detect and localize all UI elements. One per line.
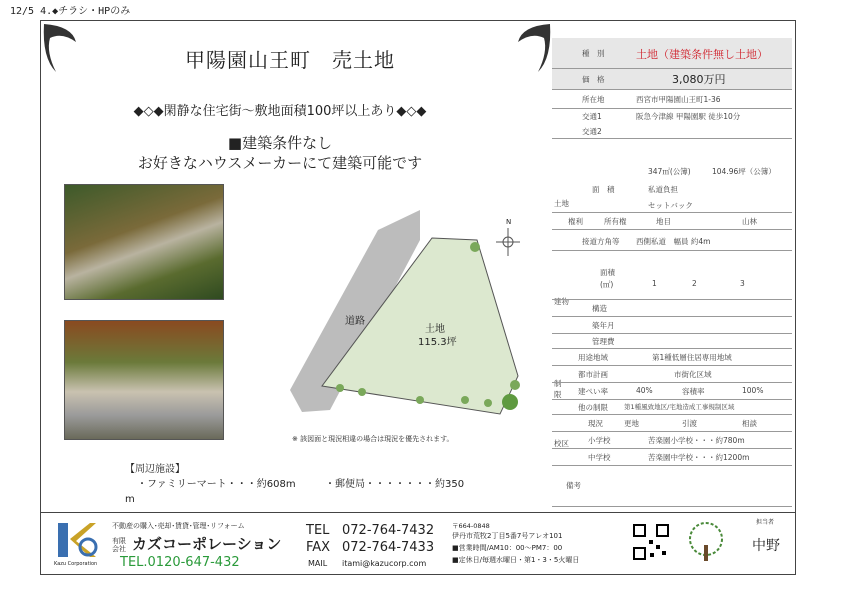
row-cityplan: 都市計画 市街化区域 bbox=[552, 366, 792, 383]
company-footer bbox=[40, 512, 796, 576]
building-label: 建物 bbox=[554, 297, 569, 306]
row-elementary: 小学校 苦楽園小学校・・・約780m bbox=[552, 432, 792, 449]
free-dial: TEL.0120-647-432 bbox=[120, 555, 240, 570]
nearby-item: ・郵便局・・・・・・・約350 bbox=[325, 479, 465, 490]
row-mgmt: 管理費 bbox=[552, 334, 792, 349]
row-area: 面 積 347㎡(公簿) 104.96坪（公簿） 私道負担 セットバック bbox=[552, 162, 792, 213]
office-hours: ■営業時間/AM10：00～PM7：00 bbox=[452, 544, 563, 552]
row-other: 他の制限 第1種風致地区/宅地造成工事規制区域 bbox=[552, 400, 792, 415]
map-note: ※ 該図面と現況相違の場合は現況を優先されます。 bbox=[292, 435, 454, 443]
property-table bbox=[552, 38, 792, 510]
row-rights: 権利 所有権 地目 山林 bbox=[552, 213, 792, 230]
land-label: 土地 bbox=[554, 199, 569, 208]
school-label: 校区 bbox=[554, 439, 569, 448]
company-logo-icon bbox=[56, 519, 100, 559]
mail-address[interactable]: itami@kazucorp.com bbox=[342, 559, 427, 568]
qr-code-icon[interactable] bbox=[632, 523, 670, 561]
logo-text: Kazu Corporation bbox=[54, 561, 98, 567]
row-floor: 面積 (㎡) 1 2 3 bbox=[552, 251, 792, 300]
row-traffic2: 交通2 bbox=[552, 124, 792, 139]
nearby-item: m bbox=[125, 494, 135, 505]
company-type: 有限会社 bbox=[112, 537, 126, 553]
tel-number[interactable]: 072-764-7432 bbox=[342, 523, 435, 538]
page-title: 甲陽園山王町 売土地 bbox=[185, 48, 395, 72]
nearby-heading: 【周辺施設】 bbox=[125, 464, 185, 475]
row-access: 接道方角等 西側私道 幅員 約4m bbox=[552, 230, 792, 251]
nearby-facilities bbox=[125, 462, 465, 507]
tel-label: TEL bbox=[306, 523, 330, 538]
row-built: 築年月 bbox=[552, 317, 792, 334]
postal-code: 〒664-0848 bbox=[452, 522, 490, 530]
lot-map bbox=[270, 200, 530, 440]
site-photo-road bbox=[64, 320, 224, 440]
office-address: 伊丹市荒牧2丁目5番7号アレオ101 bbox=[452, 532, 563, 540]
ornament-top-right bbox=[512, 22, 552, 78]
fax-number: 072-764-7433 bbox=[342, 540, 435, 555]
condition-line: お好きなハウスメーカーにて建築可能です bbox=[137, 154, 423, 172]
ornament-top-left bbox=[42, 22, 82, 78]
services: 不動産の購入･売却･賃貸･管理･リフォーム bbox=[112, 522, 245, 530]
lot-area: 115.3坪 bbox=[418, 337, 457, 348]
compass-icon bbox=[496, 228, 520, 256]
limits-label: 制限 bbox=[554, 379, 562, 399]
row-zoning: 用途地域 第1種低層住居専用地域 bbox=[552, 349, 792, 366]
row-address: 所在地 西宮市甲陽園山王町1-36 bbox=[552, 90, 792, 109]
stamp-label: 担当者 bbox=[756, 519, 775, 526]
flyer-header: 12/5 4.◆チラシ・HPのみ bbox=[10, 6, 131, 17]
catch-copy: ◆◇◆閑静な住宅街～敷地面積100坪以上あり◆◇◆ bbox=[133, 104, 427, 119]
row-traffic1: 交通1 阪急今津線 甲陽園駅 徒歩10分 bbox=[582, 112, 741, 121]
row-type: 種 別 土地（建築条件無し土地） bbox=[552, 38, 792, 69]
nearby-item: ・ファミリーマート・・・約608m bbox=[137, 479, 296, 490]
staff-name: 中野 bbox=[752, 538, 780, 554]
office-holiday: ■定休日/毎週水曜日・第1・3・5火曜日 bbox=[452, 556, 580, 564]
row-status: 現況 更地 引渡 相談 bbox=[552, 415, 792, 432]
row-junior: 中学校 苦楽園中学校・・・約1200m bbox=[552, 449, 792, 466]
row-structure: 構造 bbox=[552, 300, 792, 317]
road-label: 道路 bbox=[345, 316, 365, 327]
condition-line: ■建築条件なし bbox=[227, 134, 333, 152]
row-remarks: 備考 bbox=[552, 466, 792, 507]
tree-emblem-icon bbox=[686, 521, 726, 565]
row-ratios: 建ぺい率 40% 容積率 100% bbox=[552, 383, 792, 400]
lot-label: 土地 bbox=[425, 324, 445, 335]
compass-label: N bbox=[506, 218, 512, 226]
fax-label: FAX bbox=[306, 540, 331, 555]
mail-label: MAIL bbox=[308, 559, 328, 568]
site-photo-house bbox=[64, 184, 224, 300]
conditions bbox=[60, 133, 500, 173]
row-price: 価 格 3,080万円 bbox=[552, 69, 792, 90]
company-name: カズコーポレーション bbox=[132, 535, 282, 553]
